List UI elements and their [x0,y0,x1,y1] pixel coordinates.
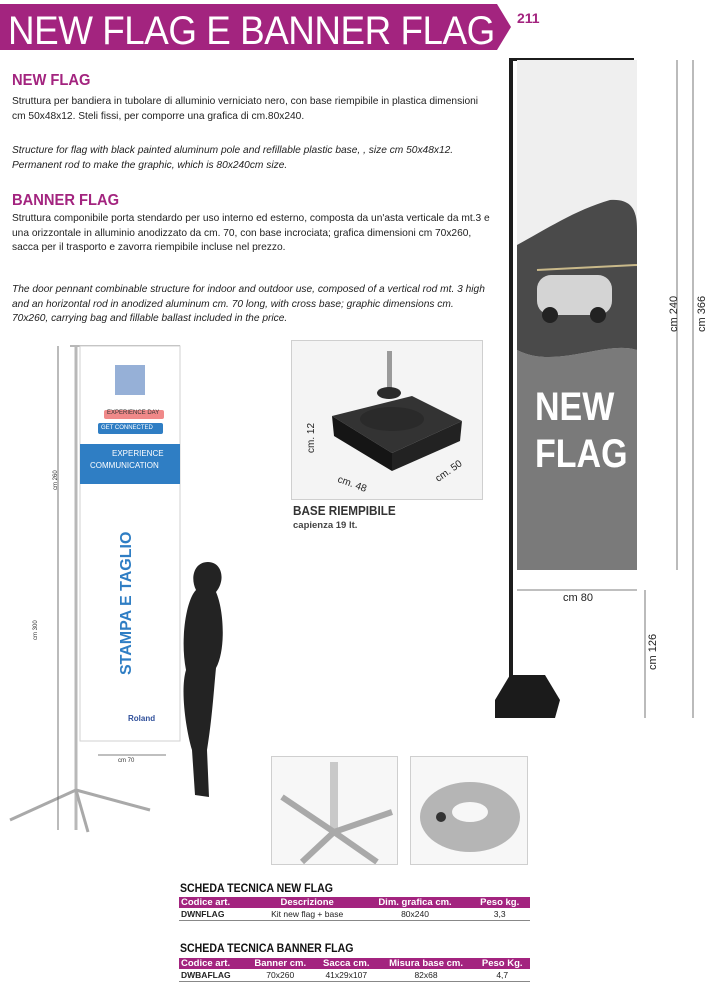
cell-descrizione: Kit new flag + base [254,908,361,921]
banner-dim-260: cm 260 [53,470,59,490]
flag-dim-240: cm 240 [668,295,680,332]
th-dim-grafica: Dim. grafica cm. [361,897,470,908]
ballast-photo [410,756,528,865]
base-dim-50: cm. 50 [433,458,465,485]
cross-base-photo [271,756,398,865]
flag-graphic-new: NEW [535,385,615,429]
page-number: 211 [517,10,540,26]
th-peso: Peso Kg. [474,958,530,969]
base-dim-12: cm. 12 [306,422,317,453]
banner-flag-heading: BANNER FLAG [12,192,120,209]
banner-brand-logo: Roland [128,714,156,723]
cell-peso: 3,3 [469,908,530,921]
new-flag-photo [455,50,711,730]
th-misura-base: Misura base cm. [378,958,475,969]
new-flag-description-it: Struttura per bandiera in tubolare di alluminio verniciato nero, con base riempibile in plastica dimensioni cm 50x48x12. Steli fissi, per comporre una grafica di cm.80x240. [12,96,479,122]
th-codice: Codice art. [179,958,246,969]
flag-dim-366: cm 366 [696,295,708,332]
table-new-flag-title: SCHEDA TECNICA NEW FLAG [180,881,333,895]
cell-dim-grafica: 80x240 [361,908,470,921]
banner-band-line2: COMMUNICATION [90,461,159,470]
cell-codice: DWNFLAG [179,908,254,921]
table-row [179,969,530,982]
base-dim-48: cm. 48 [336,474,368,495]
cell-codice: DWBAFLAG [179,969,246,982]
banner-badge-text: EXPERIENCE DAY [107,410,160,416]
th-sacca: Sacca cm. [315,958,378,969]
cell-banner: 70x260 [246,969,315,982]
table-banner-flag-title: SCHEDA TECNICA BANNER FLAG [180,941,354,955]
table-banner-flag [179,958,530,982]
flag-graphic-flag: FLAG [535,432,628,476]
page-title: NEW FLAG E BANNER FLAG [8,9,495,53]
banner-vertical-text: STAMPA E TAGLIO [118,531,135,675]
header-band [0,4,497,53]
cell-sacca: 41x29x107 [315,969,378,982]
ballast-svg [411,757,528,865]
cell-misura-base: 82x68 [378,969,475,982]
banner-flag-description-en: The door pennant combinable structure for indoor and outdoor use, composed of a vertical rod mt. 3 high and an horizontal rod in anodized aluminum cm. 70 long, with cross base; graphic dimensions cm. 70x260, carrying bag and fillable ballast included in the price. [12,284,485,324]
banner-flag-photo [0,310,270,870]
table-row [179,908,530,921]
base-capacity: capienza 19 lt. [293,520,358,531]
flag-dim-126: cm 126 [647,633,659,670]
new-flag-description-en: Structure for flag with black painted aluminum pole and refillable plastic base, , size cm 50x48x12. Permanent rod to make the graphic, which is 80x240cm size. [12,145,454,171]
banner-flag-description-it: Struttura componibile porta stendardo per uso interno ed esterno, composta da un'asta verticale da mt.3 e una orizzontale in alluminio anodizzato da cm. 70, con base incrociata; grafica dimensioni cm 70x260, sacca per il trasporto e zavorra riempibile incluse nel prezzo. [12,213,490,253]
th-peso: Peso kg. [469,897,530,908]
th-codice: Codice art. [179,897,254,908]
banner-badge-button: GET CONNECTED [101,425,153,431]
base-title: BASE RIEMPIBILE [293,503,396,518]
cross-base-svg [272,757,398,865]
banner-dim-70: cm 70 [118,758,135,764]
cell-peso: 4,7 [474,969,530,982]
th-descrizione: Descrizione [254,897,361,908]
flag-dim-80: cm 80 [563,592,593,604]
table-new-flag [179,897,530,921]
banner-dim-300: cm 300 [33,620,39,640]
th-banner: Banner cm. [246,958,315,969]
banner-band-line1: EXPERIENCE [112,449,164,458]
new-flag-heading: NEW FLAG [12,72,91,89]
